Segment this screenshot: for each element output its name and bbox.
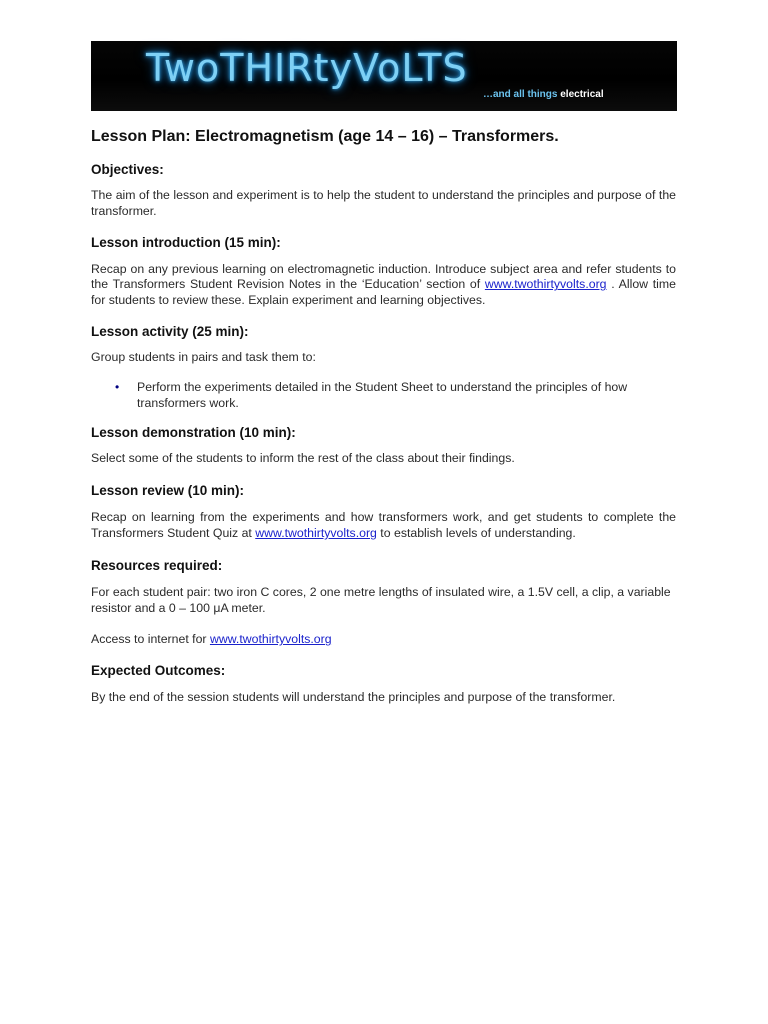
tagline-pre: …and all things (483, 89, 558, 100)
objectives-text: The aim of the lesson and experiment is to help the student to understand the principles and purpose of the transformer. (91, 188, 676, 218)
lesson-content (91, 126, 676, 706)
bullet-icon: • (115, 379, 120, 394)
header-banner (91, 41, 677, 111)
review-heading: Lesson review (10 min): (91, 483, 245, 499)
objectives-heading: Objectives: (91, 162, 164, 177)
internet-access-label: Access to internet for (91, 632, 210, 647)
introduction-text-end: . Allow time for students to review these. Explain experiment and learning objectives. (91, 277, 676, 308)
activity-bullet (91, 380, 676, 412)
review-text-end: to establish levels of understanding. (376, 525, 576, 540)
activity-text: Group students in pairs and task them to: (91, 349, 316, 364)
quiz-link[interactable]: www.twothirtyvolts.org (255, 525, 377, 540)
resources-heading: Resources required: (91, 557, 223, 573)
review-text (91, 510, 676, 542)
outcomes-heading: Expected Outcomes: (91, 663, 226, 679)
resources-text: For each student pair: two iron C cores, 2 one metre lengths of insulated wire, a 1.5V cell, a clip, a variable resistor and a 0 – 100 μA meter. (91, 584, 671, 615)
demonstration-heading: Lesson demonstration (10 min): (91, 425, 296, 441)
tagline (483, 89, 604, 100)
website-link[interactable]: www.twothirtyvolts.org (484, 277, 607, 292)
tagline-post: electrical (560, 89, 604, 100)
review-text-start: Recap on learning from the experiments and how transformers work, and get students to complete the Transformers Student Quiz at (91, 510, 676, 540)
outcomes-text: By the end of the session students will understand the principles and purpose of the transformer. (91, 690, 616, 705)
activity-bullet-text: Perform the experiments detailed in the Student Sheet to understand the principles of how transformers work. (137, 379, 628, 410)
introduction-text-start: Recap on any previous learning on electromagnetic induction. Introduce subject area and refer students to the Transformers Student Revision Notes in the ‘Education’ section of (91, 261, 676, 292)
activity-heading: Lesson activity (25 min): (91, 323, 249, 339)
introduction-text (91, 262, 676, 309)
internet-access-text (91, 632, 676, 648)
twothirtyvolts-logo: TwoTHIRtyVoLTS (146, 46, 468, 90)
page-title: Lesson Plan: Electromagnetism (age 14 – 16) – Transformers. (91, 128, 559, 145)
introduction-heading: Lesson introduction (15 min): (91, 234, 281, 250)
demonstration-text: Select some of the students to inform the rest of the class about their findings. (91, 451, 515, 466)
internet-link[interactable]: www.twothirtyvolts.org (209, 632, 332, 647)
